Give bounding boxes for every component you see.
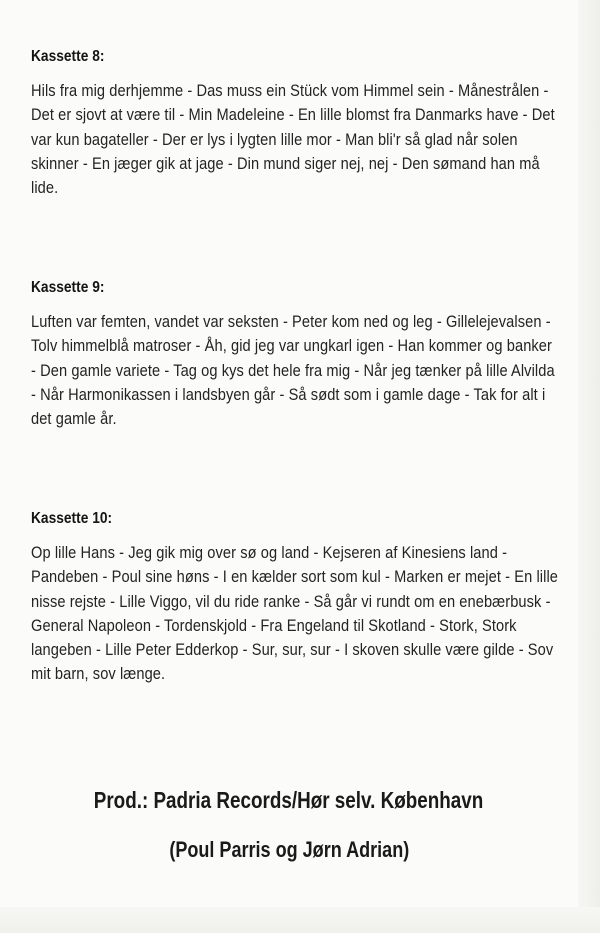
artist-names-credit bbox=[0, 836, 578, 864]
cassette-9-heading: Kassette 9: bbox=[31, 279, 105, 296]
cassette-10-tracklist: Op lille Hans - Jeg gik mig over sø og land - Kejseren af Kinesiens land - Pandeben - Poul sine høns - I en kælder sort som kul - Marken er mejet - En lille nisse rejste - Lille Viggo, vil du ride ranke - Så går vi rundt om en enebærbusk - General Napoleon - Tordenskjold - Fra Engeland til Skotland - Stork, Stork langeben - Lille Peter Edderkop - Sur, sur, sur - I skoven skulle være gilde - Sov mit barn, sov længe. bbox=[31, 543, 559, 684]
producer-credit-text: Prod.: Padria Records/Hør selv. København bbox=[94, 787, 484, 813]
producer-credit bbox=[0, 785, 578, 815]
cassette-8-section bbox=[31, 47, 559, 200]
cassette-9-section bbox=[31, 278, 559, 431]
cassette-8-heading: Kassette 8: bbox=[31, 48, 105, 65]
paper-edge bbox=[578, 0, 600, 933]
cassette-10-section bbox=[31, 509, 559, 687]
cassette-10-heading: Kassette 10: bbox=[31, 510, 113, 527]
cassette-9-tracklist: Luften var femten, vandet var seksten - Peter kom ned og leg - Gillelejevalsen - Tolv himmelblå matroser - Åh, gid jeg var ungkarl igen - Han kommer og banker - Den gamle variete - Tag og kys det hele fra mig - Når jeg tænker på lille Alvilda - Når Harmonikassen i landsbyen går - Så sødt som i gamle dage - Tak for alt i det gamle år. bbox=[31, 312, 555, 429]
cassette-8-tracklist: Hils fra mig derhjemme - Das muss ein Stück vom Himmel sein - Månestrålen - Det er sjovt at være til - Min Madeleine - En lille blomst fra Danmarks have - Det var kun bagateller - Der er lys i lygten lille mor - Man bli'r så glad når solen skinner - En jæger gik at jage - Din mund siger nej, nej - Den sømand han må lide. bbox=[31, 81, 555, 198]
paper-bottom-edge bbox=[0, 907, 600, 933]
artist-names-text: (Poul Parris og Jørn Adrian) bbox=[169, 837, 409, 862]
